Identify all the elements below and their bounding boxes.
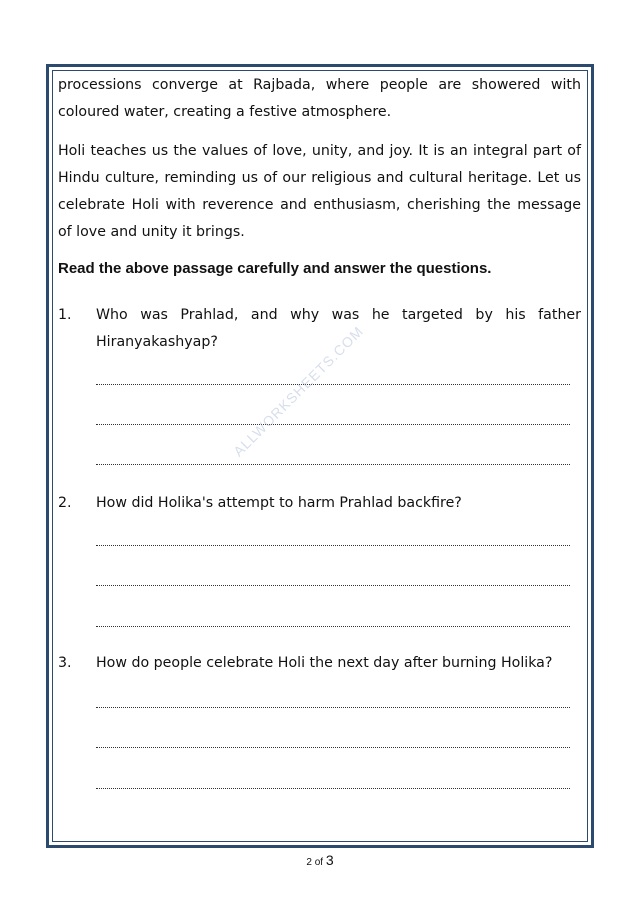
- page-footer: [0, 852, 640, 868]
- answer-line[interactable]: [96, 626, 570, 627]
- answer-line[interactable]: [96, 464, 570, 465]
- answer-line[interactable]: [96, 424, 570, 425]
- answer-line[interactable]: [96, 747, 570, 748]
- instruction-heading: Read the above passage carefully and answer the questions.: [58, 260, 492, 277]
- question-3: [58, 650, 581, 677]
- page-number-label: 2 of: [306, 857, 324, 868]
- answer-line[interactable]: [96, 384, 570, 385]
- question-number: 1.: [58, 307, 72, 323]
- question-2: [58, 490, 581, 517]
- answer-line[interactable]: [96, 585, 570, 586]
- question-number: 3.: [58, 655, 72, 671]
- answer-line[interactable]: [96, 545, 570, 546]
- question-text: Who was Prahlad, and why was he targeted by his father Hiranyakashyap?: [96, 307, 581, 350]
- page-total: 3: [325, 852, 334, 868]
- answer-line[interactable]: [96, 788, 570, 789]
- question-1: [58, 302, 581, 356]
- watermark: ALLWORKSHEETS.COM: [230, 322, 367, 460]
- passage: [58, 72, 581, 277]
- passage-paragraph-2: Holi teaches us the values of love, unity, and joy. It is an integral part of Hindu culture, reminding us of our religious and cultural heritage. Let us celebrate Holi with reverence and enthusiasm, cherishing the message of love and unity it brings.: [58, 143, 581, 240]
- answer-line[interactable]: [96, 707, 570, 708]
- question-text: How do people celebrate Holi the next day after burning Holika?: [96, 655, 553, 671]
- passage-paragraph-1: processions converge at Rajbada, where people are showered with coloured water, creating a festive atmosphere.: [58, 77, 581, 120]
- question-number: 2.: [58, 495, 72, 511]
- question-text: How did Holika's attempt to harm Prahlad backfire?: [96, 495, 462, 511]
